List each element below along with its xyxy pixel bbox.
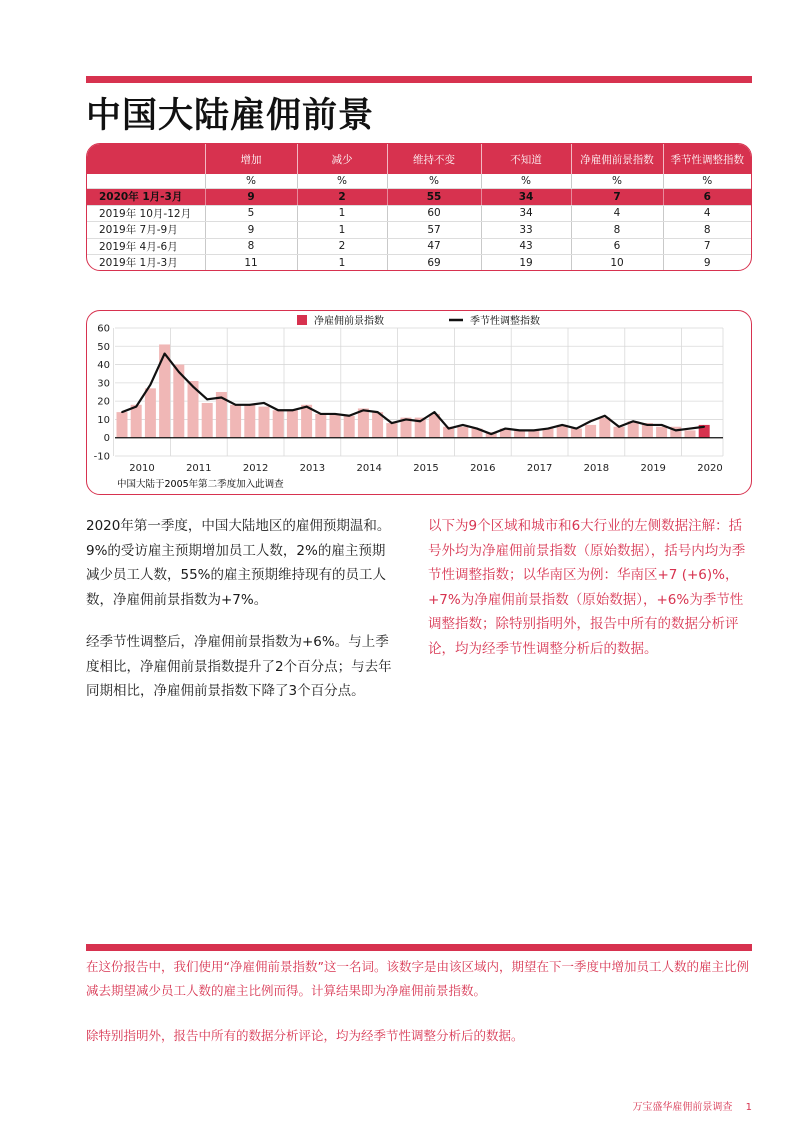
table-cell: 2 bbox=[297, 238, 387, 255]
seasonal-point-2011Q3 bbox=[221, 397, 223, 399]
seasonal-point-2016Q1 bbox=[476, 428, 478, 430]
chart-note: 中国大陆于2005年第二季度加入此调查 bbox=[117, 479, 284, 490]
table-cell-period: 2020年 1月-3月 bbox=[87, 189, 205, 206]
seasonal-point-2011Q4 bbox=[235, 404, 237, 406]
bar-2015Q4 bbox=[457, 427, 468, 438]
summary-column bbox=[86, 514, 396, 722]
seasonal-point-2017Q2 bbox=[547, 428, 549, 430]
bar-2013Q2 bbox=[315, 414, 326, 438]
table-cell: 4 bbox=[663, 205, 751, 222]
table-cell: 19 bbox=[481, 255, 571, 272]
table-cell: 11 bbox=[205, 255, 297, 272]
x-tick-label: 2011 bbox=[186, 463, 212, 474]
y-tick-label: 10 bbox=[97, 414, 110, 426]
seasonal-point-2017Q1 bbox=[533, 430, 535, 432]
seasonal-point-2012Q3 bbox=[277, 409, 279, 411]
table-cell: 47 bbox=[387, 238, 481, 255]
table-cell: 60 bbox=[387, 205, 481, 222]
bar-2011Q2 bbox=[202, 403, 213, 438]
hiring-outlook-table bbox=[86, 143, 752, 271]
seasonal-point-2014Q3 bbox=[391, 422, 393, 424]
bar-2011Q4 bbox=[230, 405, 241, 438]
table-cell: % bbox=[663, 174, 751, 189]
table-cell: % bbox=[297, 174, 387, 189]
y-tick-label: 20 bbox=[97, 396, 110, 408]
seasonal-point-2010Q4 bbox=[178, 371, 180, 373]
x-tick-label: 2017 bbox=[526, 463, 553, 474]
table-unit-row bbox=[87, 174, 751, 189]
seasonal-point-2017Q3 bbox=[561, 424, 563, 426]
seasonal-point-2011Q1 bbox=[192, 386, 194, 388]
seasonal-point-2010Q1 bbox=[135, 406, 137, 408]
seasonal-point-2016Q4 bbox=[519, 430, 521, 432]
seasonal-point-2019Q4 bbox=[689, 428, 691, 430]
seasonal-point-2010Q2 bbox=[150, 384, 152, 386]
x-tick-label: 2013 bbox=[299, 463, 326, 474]
seasonal-point-2018Q3 bbox=[618, 426, 620, 428]
x-tick-label: 2018 bbox=[583, 463, 610, 474]
legend-label-net: 净雇佣前景指数 bbox=[314, 316, 384, 327]
table-cell: 1 bbox=[297, 205, 387, 222]
x-tick-label: 2015 bbox=[413, 463, 439, 474]
table-cell: % bbox=[205, 174, 297, 189]
definition-block bbox=[86, 955, 756, 1069]
table-cell: % bbox=[571, 174, 663, 189]
summary-paragraph-2: 经季节性调整后，净雇佣前景指数为+6%。与上季度相比，净雇佣前景指数提升了2个百分点；与去年同期相比，净雇佣前景指数下降了3个百分点。 bbox=[86, 634, 392, 699]
x-tick-label: 2016 bbox=[470, 463, 496, 474]
table-row bbox=[87, 238, 751, 255]
table-cell: 6 bbox=[571, 238, 663, 255]
y-tick-label: 40 bbox=[97, 360, 110, 372]
outlook-chart-svg bbox=[87, 311, 751, 494]
table-cell: 5 bbox=[205, 205, 297, 222]
table-header-cell: 净雇佣前景指数 bbox=[571, 144, 663, 174]
annotation-column bbox=[428, 514, 754, 661]
table-cell: 57 bbox=[387, 222, 481, 239]
seasonal-point-2016Q2 bbox=[490, 433, 492, 435]
table-cell: 55 bbox=[387, 189, 481, 206]
bottom-accent-bar bbox=[86, 944, 752, 951]
outlook-chart bbox=[86, 310, 752, 495]
seasonal-point-2014Q2 bbox=[377, 411, 379, 413]
table-header-cell: 季节性调整指数 bbox=[663, 144, 751, 174]
table-cell: 9 bbox=[205, 222, 297, 239]
table-cell: 10 bbox=[571, 255, 663, 272]
bar-2019Q2 bbox=[656, 427, 667, 438]
table-cell: 1 bbox=[297, 255, 387, 272]
bar-2012Q1 bbox=[244, 405, 255, 438]
seasonal-point-2017Q4 bbox=[576, 428, 578, 430]
x-tick-label: 2010 bbox=[129, 463, 155, 474]
seasonal-point-2010Q3 bbox=[164, 353, 166, 355]
seasonal-point-2012Q2 bbox=[263, 402, 265, 404]
seasonal-point-2013Q3 bbox=[334, 413, 336, 415]
table-cell: 6 bbox=[663, 189, 751, 206]
bar-2012Q2 bbox=[259, 407, 270, 438]
table-cell: 33 bbox=[481, 222, 571, 239]
table-cell: 9 bbox=[663, 255, 751, 272]
seasonal-point-2019Q3 bbox=[675, 430, 677, 432]
x-tick-label: 2019 bbox=[640, 463, 666, 474]
seasonal-point-2012Q4 bbox=[292, 409, 294, 411]
annotation-paragraph: 以下为9个区域和城市和6大行业的左侧数据注解：括号外均为净雇佣前景指数（原始数据），括号内均为季节性调整指数；以华南区为例：华南区+7 (+6)%，+7%为净雇佣前景指数（原始数据），+6%为季节性调整指数；除特别指明外，报告中所有的数据分析评论，均为经季节性调整分析后的数据。 bbox=[428, 518, 746, 657]
table-cell: 7 bbox=[663, 238, 751, 255]
y-tick-label: 0 bbox=[103, 433, 110, 445]
seasonal-point-2013Q1 bbox=[306, 406, 308, 408]
page-footer bbox=[622, 1098, 752, 1113]
seasonal-point-2015Q2 bbox=[434, 411, 436, 413]
table-cell: 8 bbox=[205, 238, 297, 255]
bar-2010Q2 bbox=[145, 388, 156, 437]
seasonal-point-2018Q4 bbox=[632, 420, 634, 422]
table-cell: 1 bbox=[297, 222, 387, 239]
bar-2012Q3 bbox=[273, 410, 284, 437]
table-cell bbox=[87, 174, 205, 189]
table-cell: 43 bbox=[481, 238, 571, 255]
table-header-cell: 减少 bbox=[297, 144, 387, 174]
seasonal-point-2015Q3 bbox=[448, 428, 450, 430]
bar-2018Q2 bbox=[599, 418, 610, 438]
definition-paragraph: 在这份报告中，我们使用“净雇佣前景指数”这一名词。该数字是由该区域内，期望在下一季度中增加员工人数的雇主比例减去期望减少员工人数的雇主比例而得。计算结果即为净雇佣前景指数。 bbox=[86, 959, 749, 998]
bar-2013Q3 bbox=[330, 414, 341, 438]
table-cell-period: 2019年 4月-6月 bbox=[87, 238, 205, 255]
page-title: 中国大陆雇佣前景 bbox=[86, 96, 375, 136]
legend-swatch-net bbox=[297, 315, 307, 325]
bar-2014Q3 bbox=[386, 423, 397, 438]
table-cell: 8 bbox=[571, 222, 663, 239]
y-tick-label: 60 bbox=[97, 323, 110, 335]
y-tick-label: -10 bbox=[93, 451, 110, 463]
bar-2019Q4 bbox=[685, 430, 696, 437]
seasonal-point-2013Q2 bbox=[320, 413, 322, 415]
table-row bbox=[87, 205, 751, 222]
seasonal-point-2014Q4 bbox=[405, 419, 407, 421]
table-header-cell: 维持不变 bbox=[387, 144, 481, 174]
bar-2017Q4 bbox=[571, 429, 582, 438]
table-cell: 9 bbox=[205, 189, 297, 206]
x-tick-label: 2014 bbox=[356, 463, 382, 474]
table-cell: 2 bbox=[297, 189, 387, 206]
seasonal-point-2009Q4 bbox=[121, 411, 123, 413]
seasonal-point-2018Q2 bbox=[604, 415, 606, 417]
table-cell: % bbox=[387, 174, 481, 189]
table-header-cell: 不知道 bbox=[481, 144, 571, 174]
table-row bbox=[87, 255, 751, 272]
y-tick-label: 50 bbox=[97, 341, 110, 353]
table-cell: 34 bbox=[481, 205, 571, 222]
table-cell: 4 bbox=[571, 205, 663, 222]
table-cell: 7 bbox=[571, 189, 663, 206]
table-header-cell: 增加 bbox=[205, 144, 297, 174]
table-cell: % bbox=[481, 174, 571, 189]
page-number: 1 bbox=[745, 1102, 752, 1113]
summary-paragraph-1: 2020年第一季度，中国大陆地区的雇佣预期温和。9%的受访雇主预期增加员工人数，2%的雇主预期减少员工人数，55%的雇主预期维持现有的员工人数，净雇佣前景指数为+7%。 bbox=[86, 518, 391, 608]
analysis-note-paragraph: 除特别指明外，报告中所有的数据分析评论，均为经季节性调整分析后的数据。 bbox=[86, 1028, 524, 1043]
table-row bbox=[87, 222, 751, 239]
footer-label: 万宝盛华雇佣前景调查 bbox=[632, 1102, 733, 1113]
table-header-row bbox=[87, 144, 751, 174]
seasonal-point-2014Q1 bbox=[363, 409, 365, 411]
table-header-cell bbox=[87, 144, 205, 174]
table-row-current bbox=[87, 189, 751, 206]
table-cell-period: 2019年 10月-12月 bbox=[87, 205, 205, 222]
seasonal-point-2012Q1 bbox=[249, 404, 251, 406]
x-tick-label: 2012 bbox=[242, 463, 269, 474]
seasonal-point-2019Q1 bbox=[647, 424, 649, 426]
table-cell: 69 bbox=[387, 255, 481, 272]
seasonal-point-2016Q3 bbox=[505, 428, 507, 430]
table-cell-period: 2019年 7月-9月 bbox=[87, 222, 205, 239]
bar-2013Q4 bbox=[344, 416, 355, 438]
seasonal-point-2018Q1 bbox=[590, 420, 592, 422]
seasonal-point-2015Q1 bbox=[419, 420, 421, 422]
bar-2018Q3 bbox=[614, 427, 625, 438]
bar-2010Q1 bbox=[131, 405, 142, 438]
x-tick-label: 2020 bbox=[697, 463, 723, 474]
seasonal-point-2020Q1 bbox=[703, 426, 705, 428]
bar-2009Q4 bbox=[117, 412, 128, 438]
seasonal-point-2011Q2 bbox=[206, 398, 208, 400]
table-cell: 8 bbox=[663, 222, 751, 239]
seasonal-point-2019Q2 bbox=[661, 424, 663, 426]
y-tick-label: 30 bbox=[97, 378, 110, 390]
top-accent-bar bbox=[86, 76, 752, 83]
seasonal-point-2015Q4 bbox=[462, 424, 464, 426]
table-cell-period: 2019年 1月-3月 bbox=[87, 255, 205, 272]
bar-2018Q1 bbox=[585, 425, 596, 438]
seasonal-point-2013Q4 bbox=[348, 415, 350, 417]
legend-label-seasonal: 季节性调整指数 bbox=[470, 316, 540, 327]
table-cell: 34 bbox=[481, 189, 571, 206]
bar-2012Q4 bbox=[287, 410, 298, 437]
